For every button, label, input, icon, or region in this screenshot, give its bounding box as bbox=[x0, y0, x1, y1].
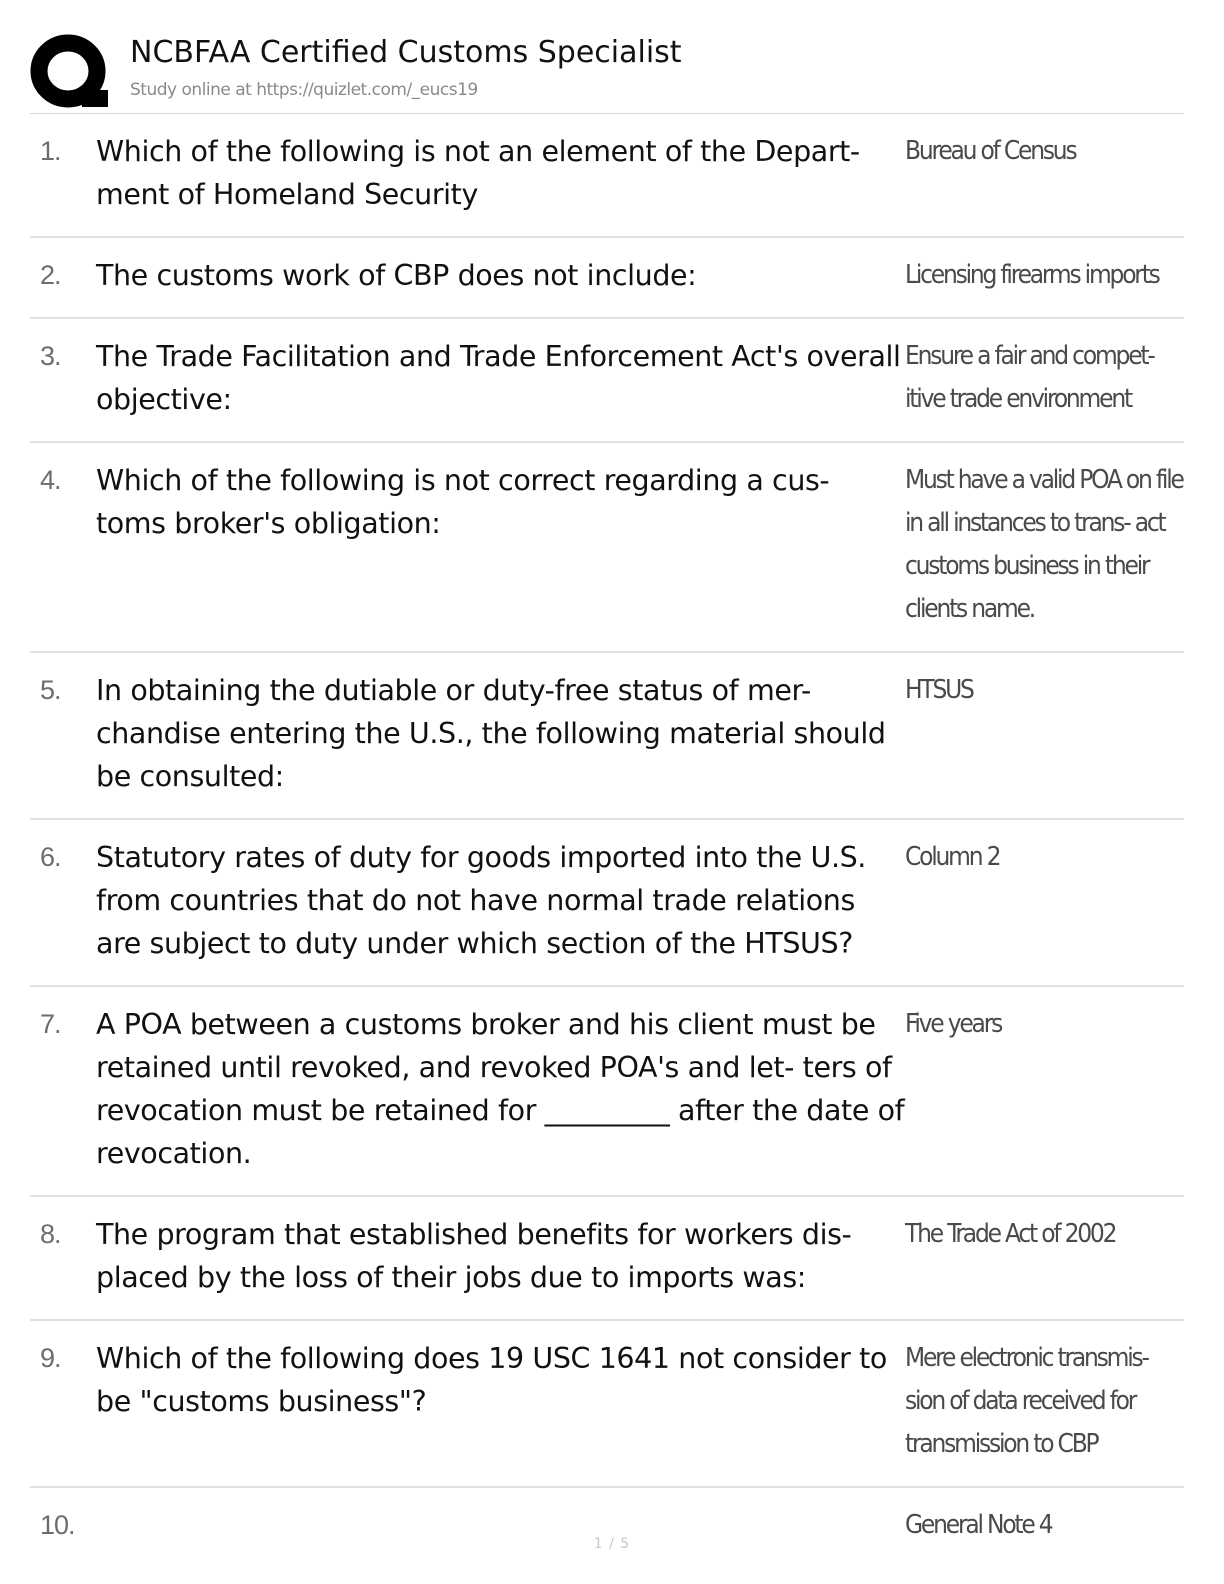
card-definition: General Note 4 bbox=[905, 1510, 1052, 1540]
flashcard-row bbox=[30, 820, 1184, 987]
set-title: NCBFAA Certified Customs Specialist bbox=[130, 35, 682, 70]
card-number: 3. bbox=[40, 341, 61, 371]
card-number: 10. bbox=[40, 1510, 75, 1540]
card-term: Which of the following is not correct regarding a cus- toms broker's obligation: bbox=[96, 464, 830, 540]
flashcard-row bbox=[30, 114, 1184, 238]
flashcard-row bbox=[30, 319, 1184, 443]
flashcard-row bbox=[30, 1321, 1184, 1488]
card-term: The Trade Facilitation and Trade Enforcement Act's overall objective: bbox=[96, 340, 901, 416]
card-term: The program that established benefits for workers dis- placed by the loss of their jobs due to imports was: bbox=[96, 1218, 852, 1294]
flashcard-row bbox=[30, 653, 1184, 820]
card-term: The customs work of CBP does not include: bbox=[96, 259, 697, 292]
flashcard-row bbox=[30, 238, 1184, 319]
card-definition: The Trade Act of 2002 bbox=[905, 1219, 1116, 1249]
card-definition: Column 2 bbox=[905, 842, 1000, 872]
card-definition: Five years bbox=[905, 1009, 1002, 1039]
flashcard-row bbox=[30, 1488, 1184, 1567]
card-term: Statutory rates of duty for goods imported into the U.S. from countries that do not have normal trade relations are subject to duty under which section of the HTSUS? bbox=[96, 841, 866, 960]
card-number: 9. bbox=[40, 1343, 61, 1373]
card-definition: Licensing firearms imports bbox=[905, 260, 1159, 290]
quizlet-logo-icon bbox=[30, 34, 110, 110]
flashcard-row bbox=[30, 987, 1184, 1197]
card-number: 8. bbox=[40, 1219, 61, 1249]
card-definition: Bureau of Census bbox=[905, 136, 1076, 166]
card-term: In obtaining the dutiable or duty-free status of mer- chandise entering the U.S., the following material should be consulted: bbox=[96, 674, 886, 793]
card-term: Which of the following does 19 USC 1641 not consider to be "customs business"? bbox=[96, 1342, 887, 1418]
card-definition: Mere electronic transmis- sion of data received for transmission to CBP bbox=[905, 1343, 1148, 1459]
study-online-link[interactable]: Study online at https://quizlet.com/_eucs19 bbox=[130, 80, 478, 100]
card-number: 7. bbox=[40, 1009, 61, 1039]
page-number: 1 / 5 bbox=[593, 1536, 631, 1552]
flashcard-row bbox=[30, 443, 1184, 653]
page-header bbox=[30, 28, 1184, 114]
flashcard-row bbox=[30, 1197, 1184, 1321]
card-number: 4. bbox=[40, 465, 61, 495]
card-term: A POA between a customs broker and his client must be retained until revoked, and revoked POA's and let- ters of revocation must be retained for _________ after the date of revocation. bbox=[96, 1008, 905, 1170]
card-number: 5. bbox=[40, 675, 61, 705]
card-number: 2. bbox=[40, 260, 61, 290]
card-number: 1. bbox=[40, 136, 61, 166]
card-number: 6. bbox=[40, 842, 61, 872]
flashcard-list bbox=[30, 114, 1184, 1567]
card-definition: Ensure a fair and compet- itive trade environment bbox=[905, 341, 1154, 414]
card-definition: HTSUS bbox=[905, 675, 973, 705]
card-definition: Must have a valid POA on file in all instances to trans- act customs business in their clients name. bbox=[905, 465, 1183, 624]
card-term: Which of the following is not an element of the Depart- ment of Homeland Security bbox=[96, 135, 860, 211]
